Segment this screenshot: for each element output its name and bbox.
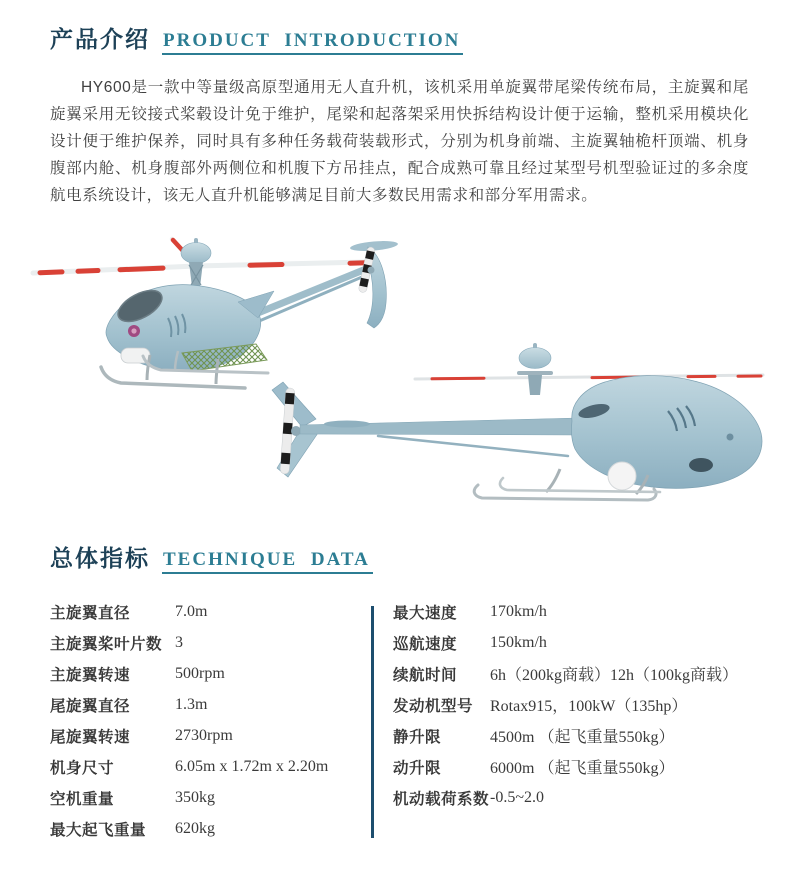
spec-label: 尾旋翼转速 <box>50 728 131 746</box>
spec-value: -0.5~2.0 <box>490 788 544 806</box>
spec-value: 170km/h <box>490 602 547 620</box>
spec-value: 350kg <box>175 788 215 806</box>
intro-title-zh: 产品介绍 <box>50 26 150 52</box>
spec-label: 静升限 <box>393 728 442 746</box>
spec-column-right <box>393 596 763 813</box>
intro-paragraph: HY600是一款中等量级高原型通用无人直升机，该机采用单旋翼带尾梁传统布局，主旋翼和尾旋翼采用无铰接式桨毂设计免于维护，尾梁和起落架采用快拆结构设计便于运输，整机采用模块化设计便于维护保养，同时具有多种任务载荷装载形式，分别为机身前端、主旋翼轴桅杆顶端、机身腹部内舱、机身腹部外两侧位和机腹下方吊挂点，配合成熟可靠且经过某型号机型验证过的多余度航电系统设计，该无人直升机能够满足目前大多数民用需求和部分军用需求。 <box>50 79 749 204</box>
spec-value: 3 <box>175 633 183 651</box>
spec-row <box>393 689 763 720</box>
intro-section-header <box>50 27 463 52</box>
spec-label: 最大起飞重量 <box>50 821 147 839</box>
spec-row <box>393 751 763 782</box>
specs-section-header <box>50 546 373 571</box>
spec-value: 7.0m <box>175 602 208 620</box>
spec-row <box>393 658 763 689</box>
spec-value: 150km/h <box>490 633 547 651</box>
spec-row <box>393 720 763 751</box>
spec-row <box>50 813 350 844</box>
helicopter-side-view <box>272 343 763 500</box>
spec-label: 最大速度 <box>393 604 458 622</box>
spec-row <box>393 782 763 813</box>
spec-label: 续航时间 <box>393 666 458 684</box>
spec-row <box>393 627 763 658</box>
spec-value: 6000m （起飞重量550kg） <box>490 760 675 777</box>
spec-column-left <box>50 596 350 844</box>
spec-value: 2730rpm <box>175 726 233 744</box>
spec-value: 500rpm <box>175 664 225 682</box>
spec-value: 4500m （起飞重量550kg） <box>490 729 675 746</box>
specs-title-zh: 总体指标 <box>50 545 150 571</box>
spec-label: 尾旋翼直径 <box>50 697 131 715</box>
spec-label: 机身尺寸 <box>50 759 115 777</box>
spec-row <box>50 627 350 658</box>
spec-value: Rotax915，100kW（135hp） <box>490 698 688 715</box>
spec-label: 巡航速度 <box>393 635 458 653</box>
spec-label: 发动机型号 <box>393 697 474 715</box>
helicopter-illustration <box>0 225 795 525</box>
spec-value: 6h（200kg商载）12h（100kg商载） <box>490 667 739 684</box>
spec-row <box>50 658 350 689</box>
spec-row <box>50 596 350 627</box>
spec-label: 空机重量 <box>50 790 115 808</box>
spec-value: 620kg <box>175 819 215 837</box>
spec-label: 动升限 <box>393 759 442 777</box>
helicopter-front-view <box>33 238 398 388</box>
spec-row <box>50 782 350 813</box>
spec-columns-divider <box>371 606 374 838</box>
spec-row <box>50 751 350 782</box>
spec-row <box>50 720 350 751</box>
spec-value: 1.3m <box>175 695 208 713</box>
specs-title-en: TECHNIQUE DATA <box>162 549 373 575</box>
spec-row <box>393 596 763 627</box>
spec-value: 6.05m x 1.72m x 2.20m <box>175 757 329 775</box>
spec-label: 主旋翼转速 <box>50 666 131 684</box>
spec-label: 主旋翼直径 <box>50 604 131 622</box>
intro-title-en: PRODUCT INTRODUCTION <box>162 30 463 56</box>
spec-label: 主旋翼桨叶片数 <box>50 635 163 653</box>
spec-label: 机动载荷系数 <box>393 790 490 808</box>
spec-row <box>50 689 350 720</box>
helicopter-figures <box>0 225 795 525</box>
